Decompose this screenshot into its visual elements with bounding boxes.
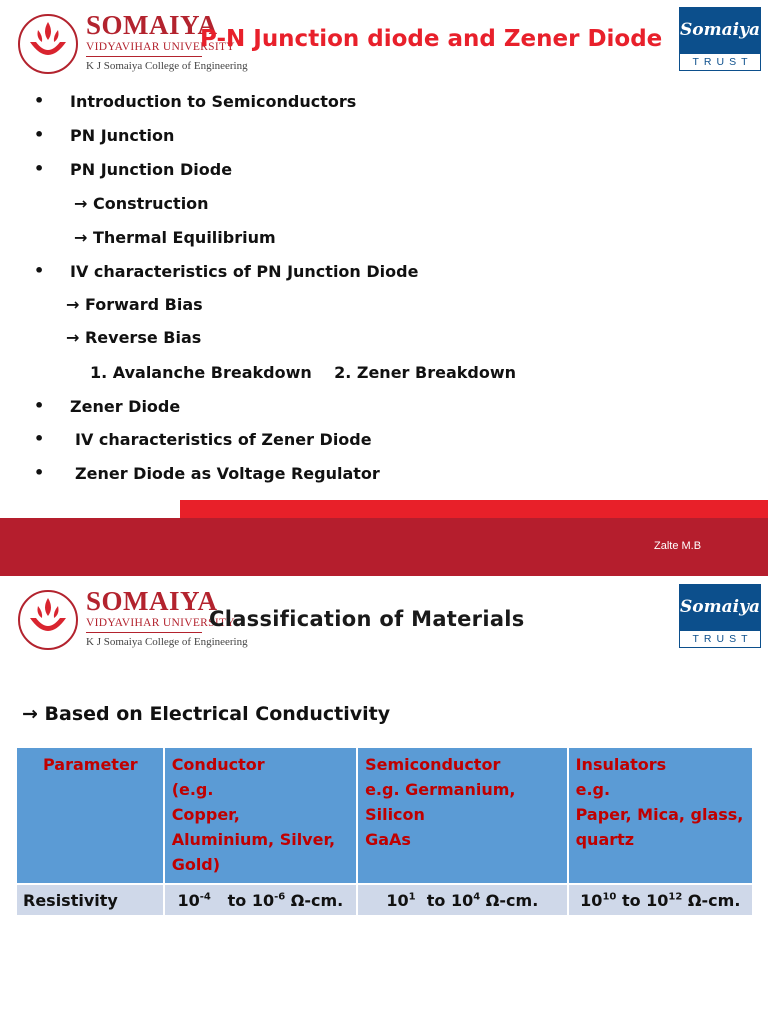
footer-stripe (180, 500, 768, 518)
header-semiconductor: Semiconductor e.g. Germanium, Silicon GaAs (357, 747, 568, 884)
bullet-icon: • (34, 159, 45, 178)
trust-label: TRUST (679, 53, 761, 71)
logo-subtitle: VIDYAVIHAR UNIVERSITY (86, 617, 235, 629)
bullet-icon: • (34, 91, 45, 110)
slide-1-title: P-N Junction diode and Zener Diode (200, 26, 663, 52)
bullet-icon: • (34, 125, 45, 144)
base: 10 (386, 890, 409, 910)
outline-item: PN Junction (70, 126, 175, 145)
trust-script: Somaiya (679, 7, 761, 53)
base: 10 (177, 890, 200, 910)
table-row (16, 884, 753, 916)
materials-table (15, 746, 754, 917)
outline-item: Introduction to Semiconductors (70, 92, 357, 111)
header-parameter: Parameter (16, 747, 164, 884)
logo-name: SOMAIYA (86, 10, 218, 40)
exponent: 4 (473, 891, 481, 903)
bullet-icon: • (34, 463, 45, 482)
outline-item: IV characteristics of Zener Diode (75, 430, 372, 449)
to-word: to (621, 890, 641, 910)
bullet-icon: • (34, 396, 45, 415)
bullet-icon: • (34, 429, 45, 448)
trust-badge (679, 7, 761, 71)
outline-item: PN Junction Diode (70, 160, 233, 179)
logo-college: K J Somaiya College of Engineering (86, 60, 248, 72)
logo-college: K J Somaiya College of Engineering (86, 636, 248, 648)
exponent: -6 (274, 891, 286, 903)
trust-badge (679, 584, 761, 648)
outline-subitem: → Forward Bias (66, 295, 203, 314)
base: 10 (580, 890, 603, 910)
exponent: 10 (602, 891, 617, 903)
base: 10 (450, 890, 474, 910)
semiconductor-resistivity (357, 884, 568, 916)
conductor-resistivity (164, 884, 357, 916)
logo-name: SOMAIYA (86, 586, 218, 616)
subheading: → Based on Electrical Conductivity (22, 703, 391, 725)
footer-author: Zalte M.B (654, 540, 702, 552)
exponent: 1 (408, 891, 416, 903)
insulator-resistivity (568, 884, 753, 916)
unit: Ω-cm. (485, 890, 539, 910)
slide-2-title: Classification of Materials (209, 607, 525, 631)
trust-label: TRUST (679, 630, 761, 648)
to-word: to (426, 890, 446, 910)
somaiya-emblem-icon (16, 12, 80, 76)
outline-item: Zener Diode (70, 397, 181, 416)
exponent: 12 (668, 891, 683, 903)
base: 10 (646, 890, 669, 910)
exponent: -4 (199, 891, 211, 903)
slide-2 (0, 576, 768, 1024)
bullet-icon: • (34, 261, 45, 280)
base: 10 (251, 890, 275, 910)
to-word: to (227, 890, 247, 910)
table-header-row (16, 747, 753, 884)
outline-item: IV characteristics of PN Junction Diode (70, 262, 419, 281)
row-label-resistivity: Resistivity (16, 884, 164, 916)
outline-subitem: → Reverse Bias (66, 328, 202, 347)
outline-item: Zener Diode as Voltage Regulator (75, 464, 380, 483)
unit: Ω-cm. (290, 890, 344, 910)
outline-subitem: → Construction (74, 194, 209, 213)
outline-subitem: 1. Avalanche Breakdown 2. Zener Breakdown (90, 363, 516, 382)
header-insulator: Insulators e.g. Paper, Mica, glass, quartz (568, 747, 753, 884)
somaiya-emblem-icon (16, 588, 80, 652)
header-conductor: Conductor (e.g. Copper, Aluminium, Silver, Gold) (164, 747, 357, 884)
logo-divider (86, 56, 202, 57)
unit: Ω-cm. (687, 890, 741, 910)
outline-subitem: → Thermal Equilibrium (74, 228, 276, 247)
logo-divider (86, 632, 202, 633)
footer-band (0, 518, 768, 576)
trust-script: Somaiya (679, 584, 761, 630)
logo-subtitle: VIDYAVIHAR UNIVERSITY (86, 41, 235, 53)
